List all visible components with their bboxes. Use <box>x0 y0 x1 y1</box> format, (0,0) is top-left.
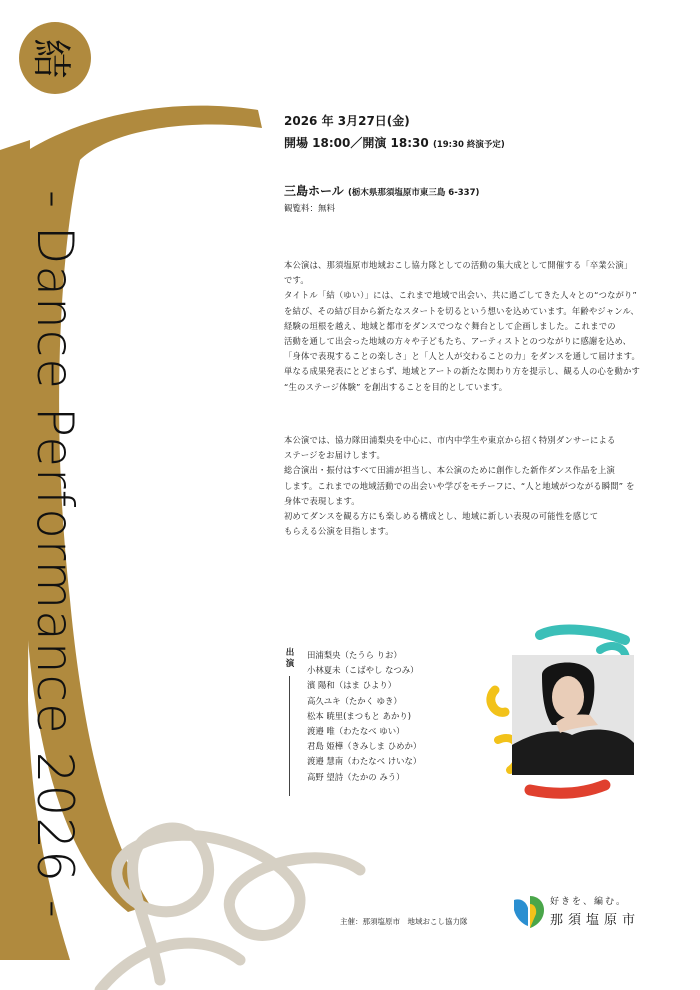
desc-line: 経験の垣根を越え、地域と都市をダンスでつなぐ舞台として企画しました。これまでの <box>284 320 616 331</box>
desc-line: を結び、その結び目から新たなスタートを切るという想いを込めています。年齢やジャンル、 <box>284 305 639 316</box>
cast-member: 高野 望詩（たかの みう） <box>307 771 405 782</box>
description-paragraph-2 <box>284 433 644 539</box>
cast-member: 高久ユキ（たかく ゆき） <box>307 695 402 706</box>
event-date: 2026 年 3月27日(金) <box>284 114 410 128</box>
title-vertical <box>8 40 88 960</box>
cast-member: 小林夏未（こばやし なつみ） <box>307 665 419 676</box>
city-slogan: 好きを、編む。 <box>550 897 628 907</box>
desc-line: 身体で表現します。 <box>284 495 360 506</box>
desc-line: もらえる公演を目指します。 <box>284 526 394 537</box>
desc-line: “生のステージ体験” を創出することを目的としています。 <box>284 381 508 392</box>
description-paragraph-1 <box>284 258 644 395</box>
city-logo-text <box>550 894 640 928</box>
cast-member: 濱 陽和（はま ひより） <box>307 680 397 691</box>
event-time-note: (19:30 終演予定) <box>432 140 505 150</box>
event-time-main: 開場 18:00／開演 18:30 <box>284 136 429 150</box>
cast-member: 渡邉 慧南（わたなべ けいな） <box>307 756 422 767</box>
cast-heading: 出演 <box>285 648 295 669</box>
desc-line: ステージをお届けします。 <box>284 450 385 461</box>
cast-member: 松本 暁里(まつもと あかり) <box>307 710 411 721</box>
desc-line: 単なる成果発表にとどまらず、地域とアートの新たな関わり方を提示し、観る人の心を動かす <box>284 366 640 377</box>
desc-line: 本公演は、那須塩原市地域おこし協力隊としての活動の集大成として開催する「卒業公演」 <box>284 260 633 270</box>
desc-line: タイトル「結（ゆい）」には、これまで地域で出会い、共に過ごしてきた人々との“つながり” <box>284 290 638 301</box>
event-time <box>284 134 505 151</box>
portrait-illustration <box>512 655 634 775</box>
admission-fee: 観覧料：無料 <box>284 204 336 214</box>
cast-divider <box>289 676 290 796</box>
desc-line: 「身体で表現することの楽しさ」と「人と人が交わることの力」をダンスを通して届けます。 <box>284 351 641 362</box>
cast-member: 君島 姫樺（きみしま ひめか） <box>307 741 422 752</box>
dancer-photo <box>512 655 634 775</box>
desc-line: 初めてダンスを観る方にも楽しめる構成とし、地域に新しい表現の可能性を感じて <box>284 511 599 522</box>
city-logo-icon <box>512 892 546 930</box>
cast-list <box>307 648 421 785</box>
main-title: - Dance Performance 2026 - <box>26 190 84 919</box>
organizer: 主催：那須塩原市 地域おこし協力隊 <box>340 917 468 926</box>
venue-name: 三島ホール <box>284 184 344 198</box>
city-name: 那須塩原市 <box>550 913 641 928</box>
desc-line: です。 <box>284 275 309 286</box>
cream-loops <box>100 828 360 990</box>
title-kanji: 結 <box>27 38 74 78</box>
event-venue <box>284 182 479 199</box>
venue-address: (栃木県那須塩原市東三島 6-337) <box>347 188 480 198</box>
cast-member: 田浦梨央（たうら りお） <box>307 650 402 660</box>
desc-line: します。これまでの地域活動での出会いや学びをモチーフに、“人と地域がつながる瞬間” を <box>284 480 635 491</box>
desc-line: 総合演出・振付はすべて田浦が担当し、本公演のために創作した新作ダンス作品を上演 <box>284 465 616 476</box>
desc-line: 活動を通して出会った地域の方々や子どもたち、アーティストとのつながりに感謝を込め、 <box>284 336 632 347</box>
cast-member: 渡邉 唯（わたなべ ゆい） <box>307 726 405 737</box>
desc-line: 本公演では、協力隊田浦梨央を中心に、市内中学生や東京から招く特別ダンサーによる <box>284 435 616 445</box>
